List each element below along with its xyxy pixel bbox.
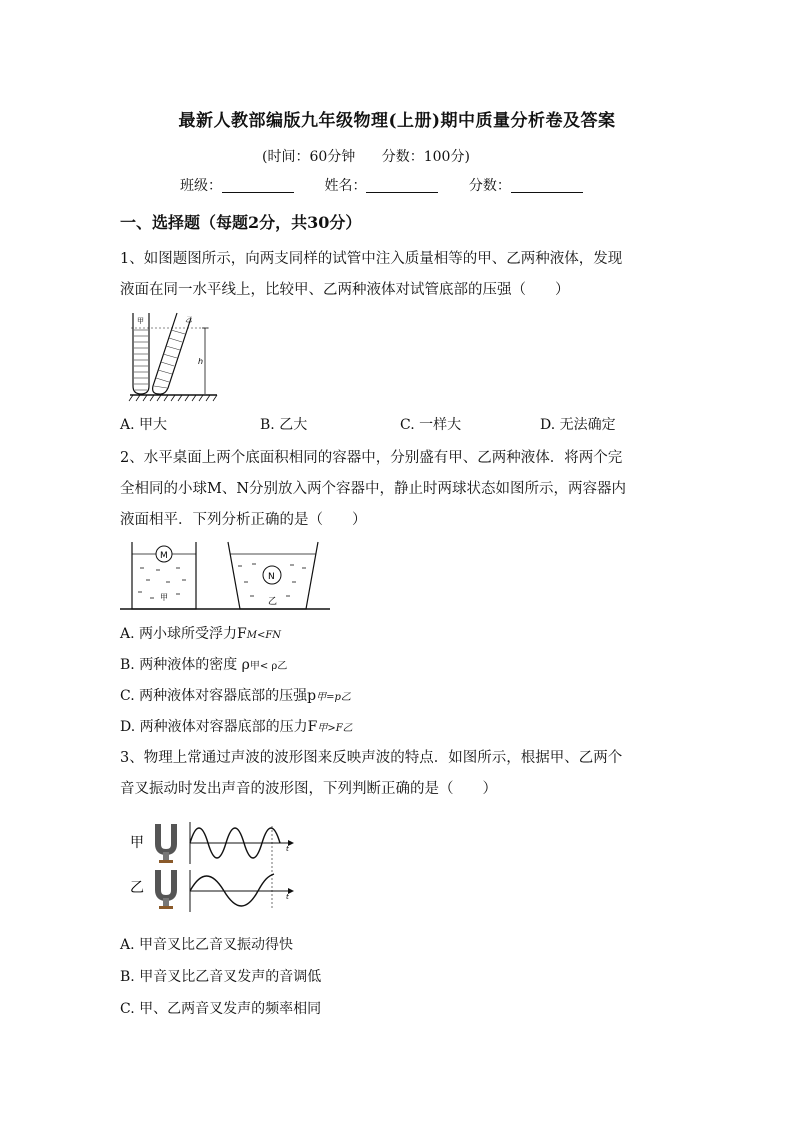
exam-meta <box>262 146 492 166</box>
q1-option-d[interactable]: D. 无法确定 <box>540 417 616 433</box>
name-label: 姓名： <box>324 178 367 194</box>
liquid-a-label: 甲 <box>160 593 168 602</box>
section-heading: 一、选择题（每题2分，共30分） <box>120 213 362 232</box>
ball-n-label: N <box>268 572 275 582</box>
q3-option-c[interactable]: C. 甲、乙两音叉发声的频率相同 <box>120 1001 322 1017</box>
fork-label-a: 甲 <box>130 835 144 851</box>
q1-option-c[interactable]: C. 一样大 <box>400 417 462 433</box>
ball-m-label: M <box>160 551 168 561</box>
question-2-line-1: 2、水平桌面上两个底面积相同的容器中，分别盛有甲、乙两种液体．将两个完 <box>120 450 623 466</box>
exam-total-score: 分数：100分) <box>381 149 470 165</box>
question-1-line-1: 1、如图题图所示，向两支同样的试管中注入质量相等的甲、乙两种液体，发现 <box>120 251 623 267</box>
score-label: 分数： <box>468 178 511 194</box>
tuning-fork-a-icon <box>158 824 174 863</box>
score-blank <box>511 178 583 193</box>
question-1-options <box>120 414 680 434</box>
q3-option-b[interactable]: B. 甲音叉比乙音叉发声的音调低 <box>120 969 322 985</box>
question-1-figure <box>125 308 225 408</box>
q1-option-b[interactable]: B. 乙大 <box>260 417 308 433</box>
name-blank <box>366 178 438 193</box>
q3-option-a[interactable]: A. 甲音叉比乙音叉振动得快 <box>120 937 294 953</box>
q2-option-d[interactable]: D. 两种液体对容器底部的压力F甲>F乙 <box>120 719 353 735</box>
exam-time: (时间：60分钟 <box>262 149 356 165</box>
liquid-b-label: 乙 <box>268 597 278 607</box>
q2-option-a[interactable]: A. 两小球所受浮力FM<FN <box>120 626 282 642</box>
tube-label-a: 甲 <box>137 317 144 325</box>
q1-option-a[interactable]: A. 甲大 <box>120 417 168 433</box>
student-info <box>180 175 609 195</box>
question-3-line-2: 音叉振动时发出声音的波形图，下列判断正确的是（ ） <box>120 781 497 797</box>
question-3-figure <box>128 818 300 918</box>
question-2-line-2: 全相同的小球M、N分别放入两个容器中，静止时两球状态如图所示，两容器内 <box>120 481 627 497</box>
question-3-line-1: 3、物理上常通过声波的波形图来反映声波的特点．如图所示，根据甲、乙两个 <box>120 750 623 766</box>
class-label: 班级： <box>180 178 222 194</box>
fork-label-b: 乙 <box>130 880 144 896</box>
question-1-line-2: 液面在同一水平线上，比较甲、乙两种液体对试管底部的压强（ ） <box>120 282 570 298</box>
q2-option-b[interactable]: B. 两种液体的密度 ρ甲< ρ乙 <box>120 657 288 673</box>
tuning-fork-b-icon <box>158 870 174 909</box>
waveform-b <box>190 874 274 906</box>
class-blank <box>222 178 294 193</box>
question-2-line-3: 液面相平．下列分析正确的是（ ） <box>120 512 367 528</box>
question-2-figure <box>120 538 332 612</box>
axis-t-a: t <box>286 845 289 853</box>
page-title: 最新人教部编版九年级物理(上册)期中质量分析卷及答案 <box>178 111 616 131</box>
q2-option-c[interactable]: C. 两种液体对容器底部的压强p甲=p乙 <box>120 688 351 704</box>
tube-label-b: 乙 <box>185 316 192 324</box>
height-label: h <box>198 357 204 366</box>
axis-t-b: t <box>286 893 289 901</box>
